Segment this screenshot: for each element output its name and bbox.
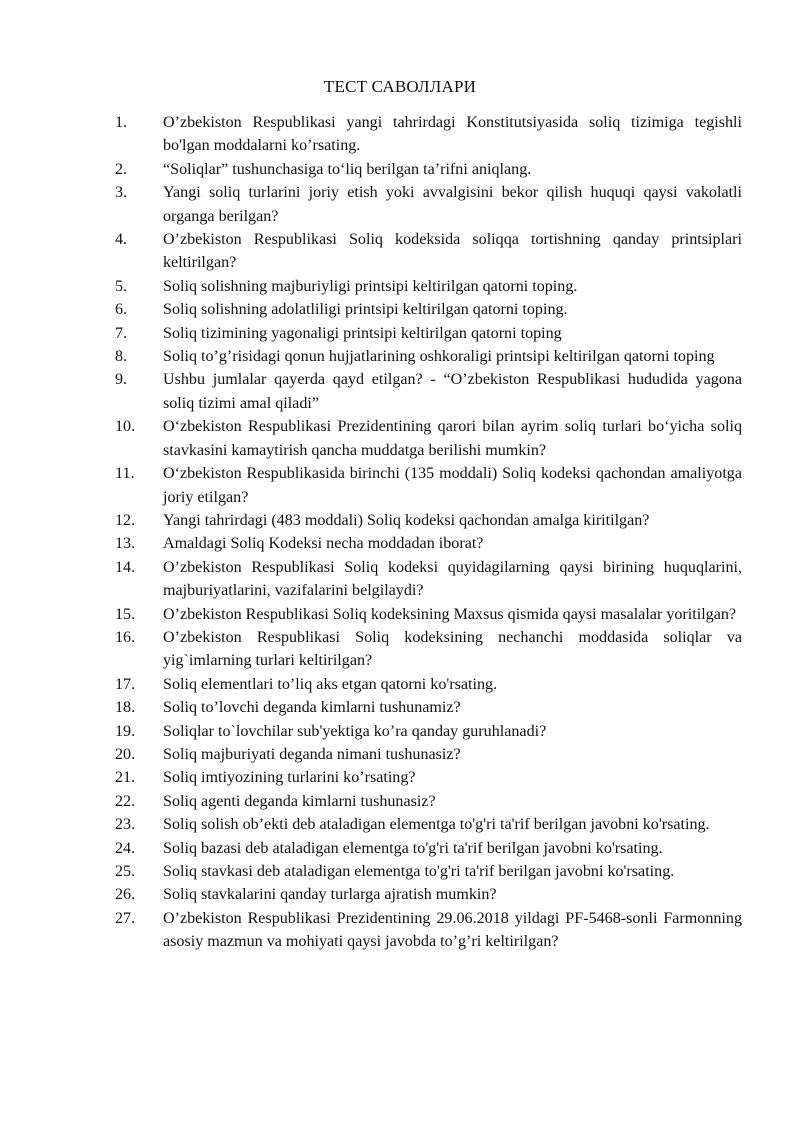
question-number: 17.: [115, 675, 136, 693]
question-text: Soliq solish ob’ekti deb ataladigan elementga to'g'ri ta'rif berilgan javobni ko'rsating.: [163, 816, 710, 834]
question-list: [115, 111, 742, 954]
question-item: [115, 368, 742, 415]
question-number: 3.: [115, 184, 128, 202]
question-text: O’zbekiston Respublikasi Soliq kodeksining Maxsus qismida qaysi masalalar yoritilgan?: [163, 605, 737, 623]
question-text: Yangi soliq turlarini joriy etish yoki avvalgisini bekor qilish huquqi qaysi vakolatli organga berilgan?: [163, 184, 742, 225]
question-number: 20.: [115, 745, 136, 763]
question-number: 19.: [115, 722, 136, 740]
question-text: Soliq stavkalarini qanday turlarga ajratish mumkin?: [163, 886, 497, 904]
question-item: [115, 158, 742, 181]
question-item: [115, 509, 742, 532]
question-item: [115, 696, 742, 719]
question-number: 2.: [115, 160, 128, 178]
question-item: [115, 532, 742, 555]
question-item: [115, 720, 742, 743]
question-item: [115, 883, 742, 906]
question-number: 5.: [115, 277, 128, 295]
question-number: 6.: [115, 301, 128, 319]
question-number: 21.: [115, 769, 136, 787]
question-text: Ushbu jumlalar qayerda qayd etilgan? - “O’zbekiston Respublikasi hududida yagona soliq tizimi amal qiladi”: [163, 371, 742, 412]
question-text: O’zbekiston Respublikasi Prezidentining 29.06.2018 yildagi PF-5468-sonli Farmonning asosiy mazmun va mohiyati qaysi javobda to’g’ri keltirilgan?: [163, 909, 742, 951]
question-number: 22.: [115, 792, 136, 810]
question-text: Soliq majburiyati deganda nimani tushunasiz?: [163, 745, 461, 763]
question-text: Soliq stavkasi deb ataladigan elementga to'g'ri ta'rif berilgan javobni ko'rsating.: [163, 863, 675, 880]
question-text: O‘zbekiston Respublikasi Prezidentining qarori bilan ayrim soliq turlari bo‘yicha soliq stavkasini kamaytirish qancha muddatga berilishi mumkin?: [163, 418, 742, 459]
question-item: [115, 275, 742, 298]
question-number: 27.: [115, 909, 136, 927]
question-number: 7.: [115, 324, 128, 342]
question-text: “Soliqlar” tushunchasiga to‘liq berilgan ta’rifni aniqlang.: [163, 160, 532, 178]
question-number: 14.: [115, 558, 136, 576]
question-text: O’zbekiston Respublikasi Soliq kodeksining nechanchi moddasida soliqlar va yig`imlarning turlari keltirilgan?: [163, 628, 742, 670]
question-number: 13.: [115, 535, 136, 553]
question-text: Soliq to’lovchi deganda kimlarni tushunamiz?: [163, 699, 461, 717]
question-item: [115, 298, 742, 321]
question-item: [115, 907, 742, 954]
question-item: [115, 837, 742, 860]
question-item: [115, 603, 742, 626]
document-title: ТЕСТ САВОЛЛАРИ: [323, 77, 477, 96]
question-number: 24.: [115, 839, 136, 857]
question-text: Soliq imtiyozining turlarini ko’rsating?: [163, 769, 416, 787]
question-item: [115, 462, 742, 509]
question-item: [115, 813, 742, 836]
question-number: 1.: [115, 114, 128, 131]
question-text: Amaldagi Soliq Kodeksi necha moddadan iborat?: [163, 535, 484, 553]
question-item: [115, 860, 742, 883]
question-number: 12.: [115, 511, 136, 529]
question-item: [115, 415, 742, 462]
question-item: [115, 556, 742, 603]
question-item: [115, 181, 742, 228]
question-text: Soliq bazasi deb ataladigan elementga to'g'ri ta'rif berilgan javobni ko'rsating.: [163, 839, 663, 857]
question-text: Soliq agenti deganda kimlarni tushunasiz?: [163, 792, 436, 810]
question-number: 16.: [115, 628, 136, 646]
question-number: 26.: [115, 886, 136, 904]
question-number: 10.: [115, 418, 136, 436]
question-item: [115, 345, 742, 368]
question-item: [115, 626, 742, 673]
question-number: 18.: [115, 699, 136, 717]
question-text: Soliq solishning majburiyligi printsipi keltirilgan qatorni toping.: [163, 277, 578, 295]
question-item: [115, 228, 742, 275]
question-number: 25.: [115, 863, 136, 880]
question-text: Soliq elementlari to’liq aks etgan qatorni ko'rsating.: [163, 675, 498, 693]
question-number: 11.: [115, 465, 135, 483]
question-number: 8.: [115, 348, 128, 366]
question-text: Soliq tizimining yagonaligi printsipi keltirilgan qatorni toping: [163, 324, 562, 342]
question-text: Yangi tahrirdagi (483 moddali) Soliq kodeksi qachondan amalga kiritilgan?: [163, 511, 650, 529]
question-text: O’zbekiston Respublikasi Soliq kodeksida soliqqa tortishning qanday printsiplari keltirilgan?: [163, 231, 742, 272]
question-number: 15.: [115, 605, 136, 623]
question-item: [115, 790, 742, 813]
question-number: 9.: [115, 371, 128, 389]
question-text: O’zbekiston Respublikasi yangi tahrirdagi Konstitutsiyasida soliq tizimiga tegishli bo'lgan moddalarni ko’rsating.: [163, 114, 742, 155]
question-item: [115, 766, 742, 789]
question-text: Soliq solishning adolatliligi printsipi keltirilgan qatorni toping.: [163, 301, 568, 319]
question-item: [115, 743, 742, 766]
question-item: [115, 111, 742, 158]
question-number: 4.: [115, 231, 128, 249]
question-text: O‘zbekiston Respublikasida birinchi (135 moddali) Soliq kodeksi qachondan amaliyotga joriy etilgan?: [163, 465, 742, 506]
question-item: [115, 673, 742, 696]
question-text: O’zbekiston Respublikasi Soliq kodeksi quyidagilarning qaysi birining huquqlarini, majburiyatlarini, vazifalarini belgilaydi?: [163, 558, 742, 600]
question-number: 23.: [115, 816, 136, 834]
question-item: [115, 322, 742, 345]
question-text: Soliq to’g’risidagi qonun hujjatlarining oshkoraligi printsipi keltirilgan qatorni toping: [163, 348, 715, 366]
question-text: Soliqlar to`lovchilar sub'yektiga ko’ra qanday guruhlanadi?: [163, 722, 547, 740]
